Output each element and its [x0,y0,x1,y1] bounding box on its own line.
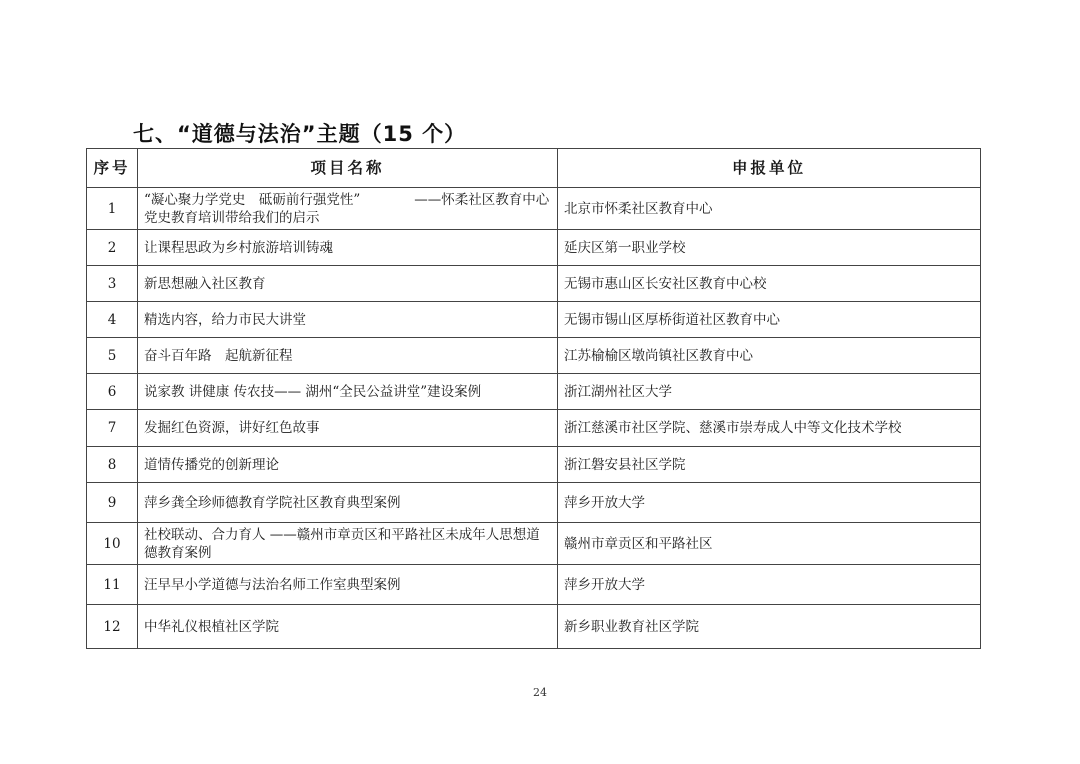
row-number: 7 [87,410,138,447]
section-title: 七、“道德与法治”主题（15 个） [133,122,467,146]
applicant-unit: 浙江慈溪市社区学院、慈溪市崇寿成人中等文化技术学校 [558,410,981,447]
projects-table [86,148,981,649]
project-name: 让课程思政为乡村旅游培训铸魂 [138,230,558,266]
applicant-unit: 浙江湖州社区大学 [558,374,981,410]
page-number: 24 [533,686,547,699]
row-number: 9 [87,483,138,523]
project-name: 精选内容，给力市民大讲堂 [138,302,558,338]
row-number: 8 [87,447,138,483]
row-number: 2 [87,230,138,266]
row-number: 5 [87,338,138,374]
applicant-unit: 赣州市章贡区和平路社区 [558,523,981,565]
row-number: 12 [87,605,138,649]
table-row [87,374,981,410]
applicant-unit: 浙江磐安县社区学院 [558,447,981,483]
project-name: 说家教 讲健康 传农技—— 湖州“全民公益讲堂”建设案例 [138,374,558,410]
table-row [87,523,981,565]
header-no: 序号 [87,149,138,188]
table-row [87,302,981,338]
applicant-unit: 萍乡开放大学 [558,483,981,523]
applicant-unit: 延庆区第一职业学校 [558,230,981,266]
project-name: “凝心聚力学党史 砥砺前行强党性” ——怀柔社区教育中心党史教育培训带给我们的启示 [138,188,558,230]
row-number: 3 [87,266,138,302]
table-header-row [87,149,981,188]
table-row [87,410,981,447]
applicant-unit: 北京市怀柔社区教育中心 [558,188,981,230]
project-name: 新思想融入社区教育 [138,266,558,302]
table-row [87,447,981,483]
row-number: 11 [87,565,138,605]
table-row [87,565,981,605]
project-name: 萍乡龚全珍师德教育学院社区教育典型案例 [138,483,558,523]
header-project-name: 项目名称 [138,149,558,188]
project-name: 发掘红色资源，讲好红色故事 [138,410,558,447]
applicant-unit: 萍乡开放大学 [558,565,981,605]
table-row [87,483,981,523]
row-number: 1 [87,188,138,230]
table-row [87,188,981,230]
applicant-unit: 江苏榆榆区墩尚镇社区教育中心 [558,338,981,374]
table-row [87,266,981,302]
project-name: 道情传播党的创新理论 [138,447,558,483]
applicant-unit: 无锡市惠山区长安社区教育中心校 [558,266,981,302]
row-number: 10 [87,523,138,565]
table-row [87,605,981,649]
header-applicant-unit: 申报单位 [558,149,981,188]
project-name: 中华礼仪根植社区学院 [138,605,558,649]
table-row [87,230,981,266]
applicant-unit: 新乡职业教育社区学院 [558,605,981,649]
project-name: 汪早早小学道德与法治名师工作室典型案例 [138,565,558,605]
table-row [87,338,981,374]
project-name: 奋斗百年路 起航新征程 [138,338,558,374]
project-name: 社校联动、合力育人 ——赣州市章贡区和平路社区未成年人思想道德教育案例 [138,523,558,565]
applicant-unit: 无锡市锡山区厚桥街道社区教育中心 [558,302,981,338]
row-number: 4 [87,302,138,338]
row-number: 6 [87,374,138,410]
